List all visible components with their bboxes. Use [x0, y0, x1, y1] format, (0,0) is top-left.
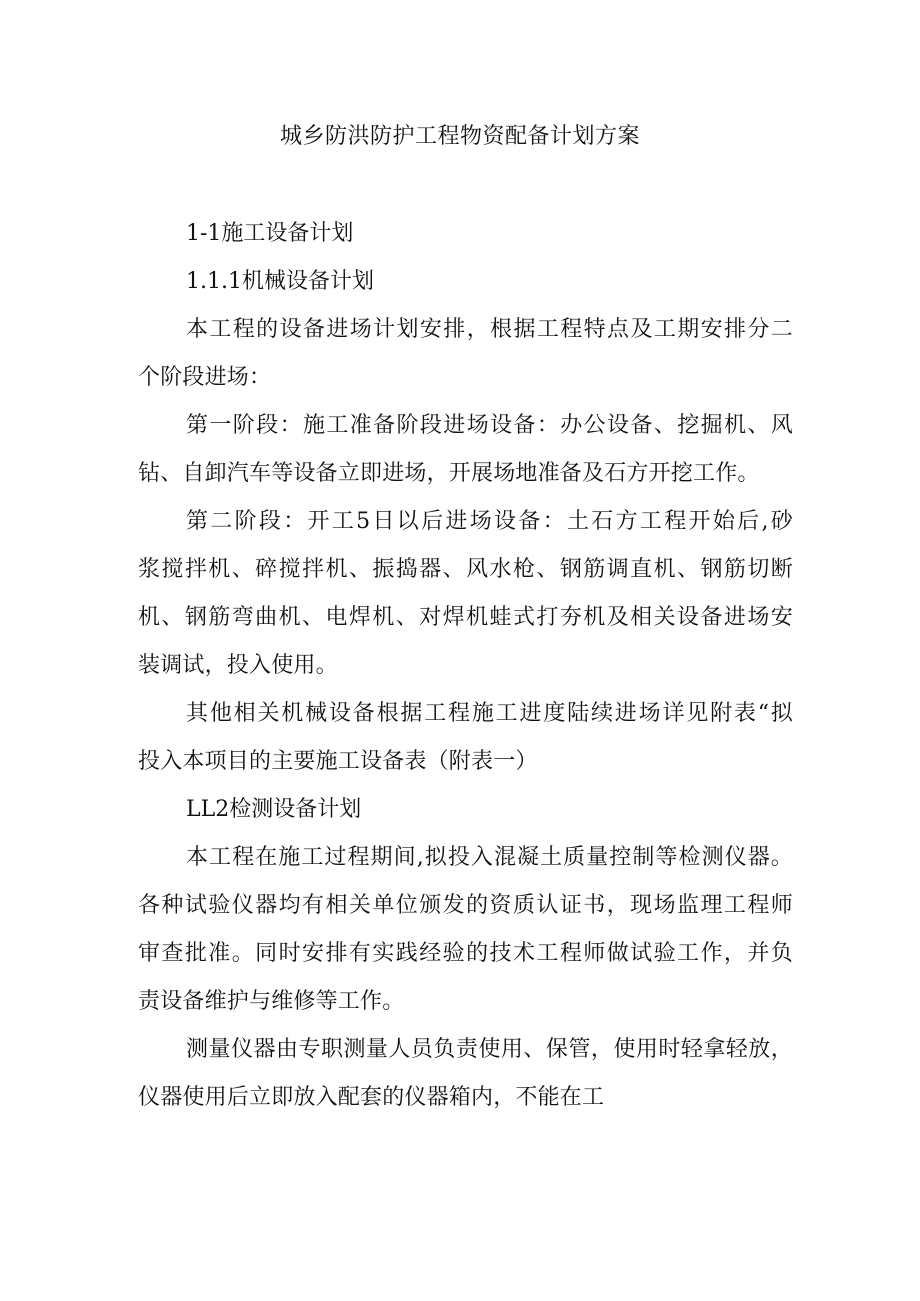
section-heading-1-1: 1-1施工设备计划 [186, 221, 354, 246]
paragraph-line: 第二阶段：开工5日以后进场设备：土石方工程开始后,砂 [186, 509, 793, 534]
paragraph-line: 仪器使用后立即放入配套的仪器箱内，不能在工 [138, 1085, 605, 1110]
section-heading-ll2: LL2检测设备计划 [186, 797, 362, 822]
paragraph-survey-instruments [138, 1026, 793, 1122]
paragraph-line: 责设备维护与维修等工作。 [138, 989, 405, 1014]
paragraph-line: 测量仪器由专职测量人员负责使用、保管，使用时轻拿轻放， [186, 1037, 793, 1062]
document-title: 城乡防洪防护工程物资配备计划方案 [279, 124, 640, 149]
paragraph-line: 其他相关机械设备根据工程施工进度陆续进场详见附表“拟 [186, 701, 793, 726]
paragraph-other-equipment [138, 690, 793, 786]
paragraph-line: 投入本项目的主要施工设备表（附表一） [138, 749, 538, 774]
document-body [138, 210, 793, 1122]
paragraph-line: 本工程在施工过程期间,拟投入混凝土质量控制等检测仪器。 [186, 845, 793, 870]
paragraph-stage-one [138, 402, 793, 498]
paragraph-line: 第一阶段：施工准备阶段进场设备：办公设备、挖掘机、风 [186, 413, 793, 438]
paragraph-line: 个阶段进场： [138, 365, 272, 390]
paragraph-line: 机、钢筋弯曲机、电焊机、对焊机蛙式打夯机及相关设备进场安 [138, 605, 793, 630]
paragraph-line: 浆搅拌机、碎搅拌机、振捣器、风水枪、钢筋调直机、钢筋切断 [138, 557, 793, 582]
section-heading-1-1-1: 1.1.1机械设备计划 [186, 269, 374, 294]
paragraph-equipment-schedule [138, 306, 793, 402]
paragraph-testing-equipment [138, 834, 793, 1026]
paragraph-line: 装调试，投入使用。 [138, 653, 338, 678]
paragraph-line: 各种试验仪器均有相关单位颁发的资质认证书，现场监理工程师 [138, 893, 793, 918]
paragraph-line: 本工程的设备进场计划安排，根据工程特点及工期安排分二 [186, 317, 793, 342]
paragraph-stage-two [138, 498, 793, 690]
paragraph-line: 审查批准。同时安排有实践经验的技术工程师做试验工作，并负 [138, 941, 793, 966]
paragraph-line: 钻、自卸汽车等设备立即进场，开展场地准备及石方开挖工作。 [138, 461, 760, 486]
